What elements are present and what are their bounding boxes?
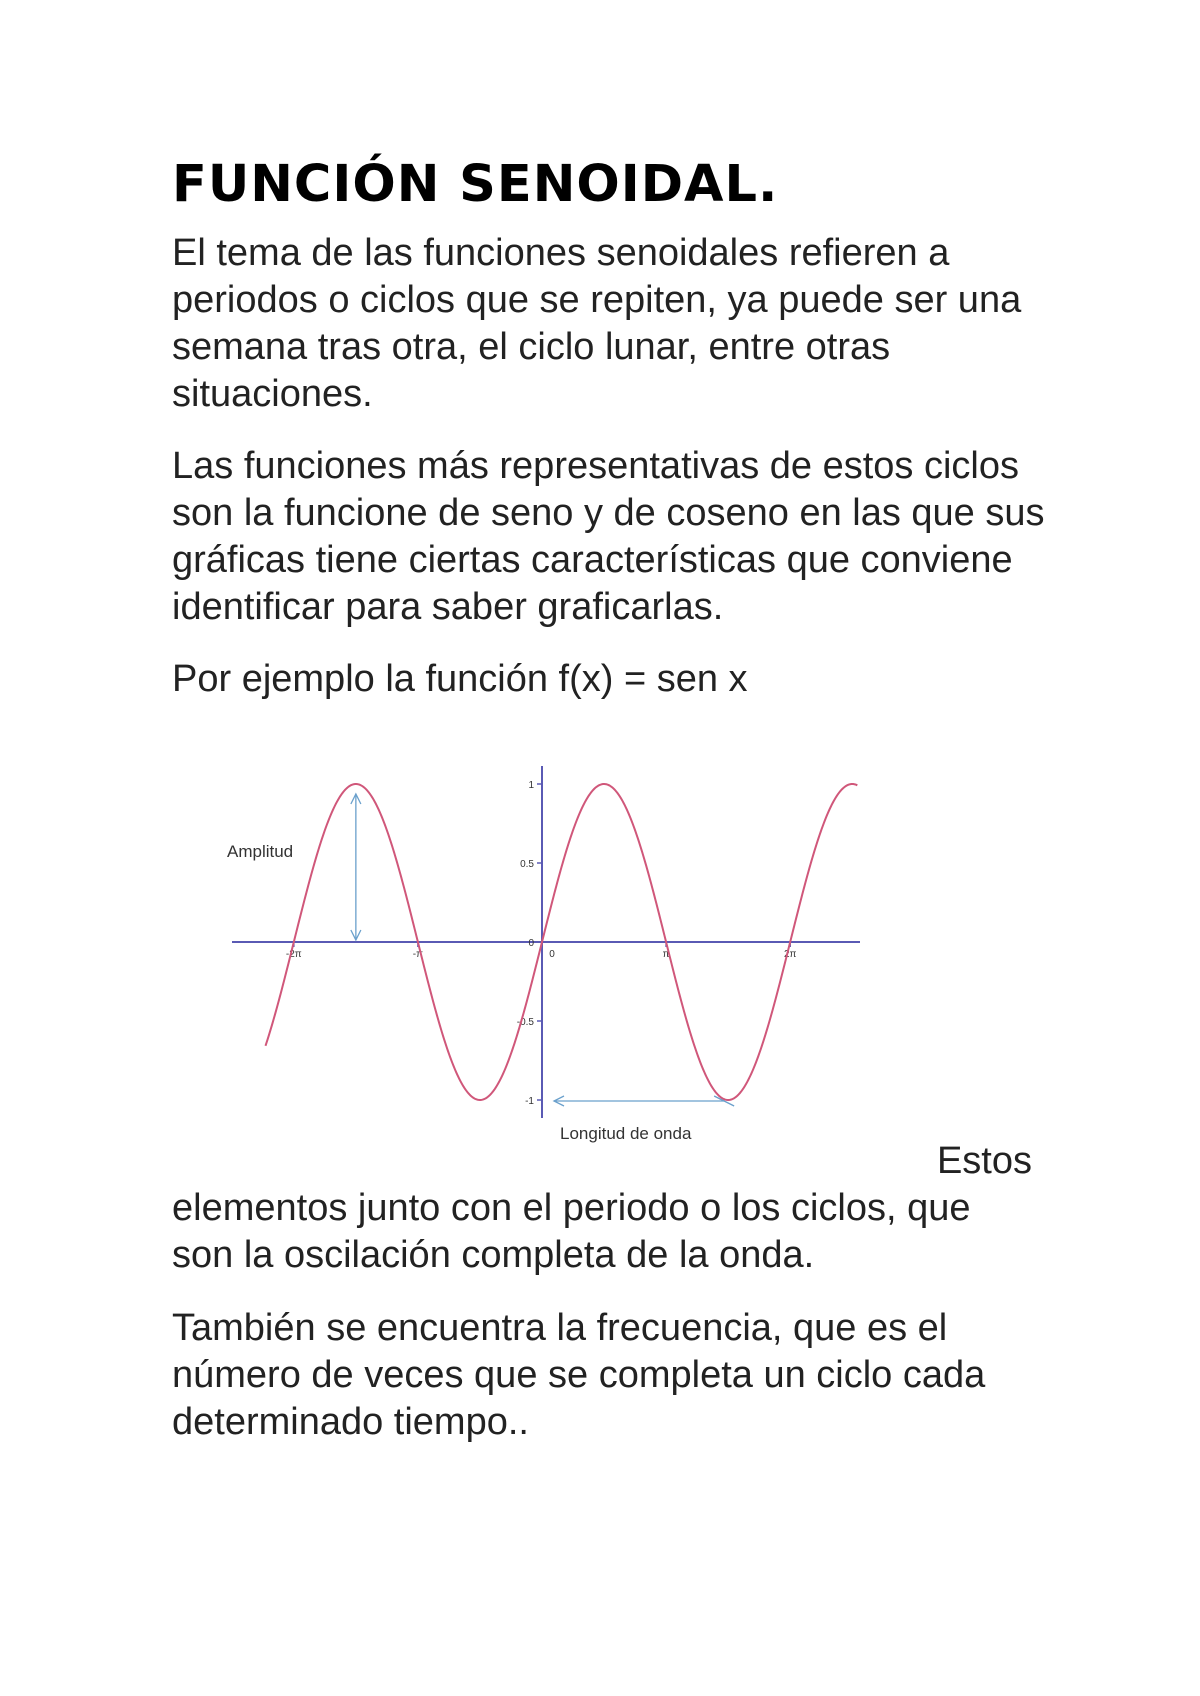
wavelength-label: Longitud de onda (560, 1124, 692, 1143)
sine-chart (222, 756, 862, 1156)
paragraph-elements-lead: Estos (936, 1140, 1032, 1182)
paragraph-elements-body: elementos junto con el periodo o los ciclos, que son la oscilación completa de la onda. (172, 1187, 971, 1276)
sine-chart-svg (222, 756, 862, 1156)
document-page (172, 150, 1052, 703)
x-tick-label: -π (412, 949, 424, 960)
y-tick-label: -1 (525, 1096, 534, 1107)
y-tick-label: 1 (528, 780, 534, 791)
paragraph-elements (172, 1138, 1032, 1279)
x-tick-label: -2π (285, 949, 302, 960)
y-tick-label: 0.5 (520, 859, 534, 870)
y-tick-label: 0 (528, 938, 534, 949)
x-tick-label: 2π (783, 949, 797, 960)
y-tick-label: -0.5 (516, 1017, 534, 1028)
paragraph-intro: El tema de las funciones senoidales refieren a periodos o ciclos que se repiten, ya puede ser una semana tras otra, el ciclo lunar, entre otras situaciones. (172, 232, 1022, 415)
x-tick-label: 0 (549, 949, 555, 960)
x-tick-label: π (662, 949, 670, 960)
page-title: FUNCIÓN SENOIDAL. (172, 155, 779, 214)
paragraph-frequency: También se encuentra la frecuencia, que es el número de veces que se completa un ciclo cada determinado tiempo.. (172, 1307, 986, 1443)
amplitude-label: Amplitud (227, 842, 294, 861)
paragraph-example: Por ejemplo la función f(x) = sen x (172, 658, 748, 700)
paragraph-functions: Las funciones más representativas de estos ciclos son la funcione de seno y de coseno en las que sus gráficas tiene ciertas características que conviene identificar para saber graficarlas. (172, 445, 1045, 628)
